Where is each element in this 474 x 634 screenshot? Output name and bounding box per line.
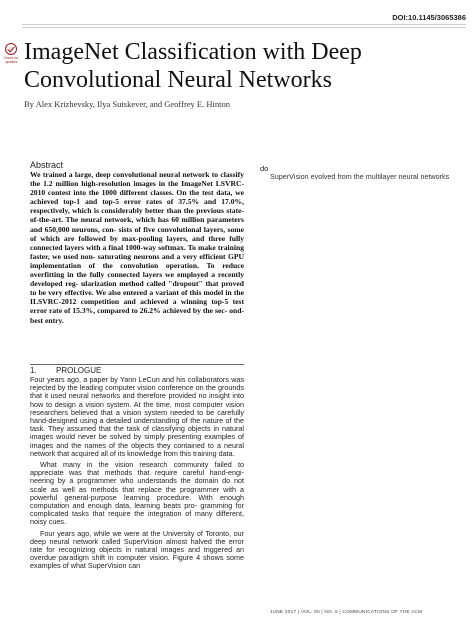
section-divider [30,364,244,365]
section-heading [30,366,101,375]
header-rule [22,24,466,25]
check-for-updates-badge[interactable] [2,43,20,69]
article-authors: By Alex Krizhevsky, Ilya Sutskever, and Geoffrey E. Hinton [24,99,230,109]
check-for-updates-label: Check for updates [3,56,19,64]
right-column-tag: do [260,164,269,173]
right-column-text: SuperVision evolved from the multilayer neural networks [270,172,450,181]
abstract-heading: Abstract [30,160,64,170]
page-footer: JUNE 2017 | VOL. 60 | NO. 6 | COMMUNICATIONS OF THE ACM [270,610,423,615]
body-paragraph: What many in the vision research community failed to appreciate was that methods that require careful hand-engi- neering by a programmer who understands the domain do not scale as well as methods that replace the programmer with a powerful general-purpose learning procedure. With enough computation and enough data, learning beats pro- gramming for complicated tasks that require the integration of many different, noisy cues. [30,460,244,527]
section-number: 1. [30,366,37,375]
body-paragraph: Four years ago, while we were at the University of Toronto, our deep neural network called SuperVision almost halved the error rate for recognizing objects in natural images and triggered an overdue paradigm shift in computer vision. Figure 4 shows some examples of what SuperVision can [30,528,244,571]
check-for-updates-icon [5,43,17,55]
body-column [30,376,244,574]
abstract-text: We trained a large, deep convolutional neural network to classify the 1.2 million high-resolution images in the ImageNet LSVRC-2010 contest into the 1000 different classes. On the test data, we achieved top-1 and top-5 error rates of 37.5% and 17.0%, respectively, which is considerably better than the previous state-of-the-art. The neural network, which has 60 million parameters and 650,000 neurons, con- sists of five convolutional layers, some of which are followed by max-pooling layers, and three fully connected layers with a final 1000-way softmax. To make training faster, we used non- saturating neurons and a very efficient GPU implementation of the convolution operation. To reduce overfitting in the fully connected layers we employed a recently developed reg- ularization method called "dropout" that proved to be very effective. We also entered a variant of this model in the ILSVRC-2012 competition and achieved a winning top-5 test error rate of 15.3%, compared to 26.2% achieved by the sec- ond-best entry. [30,170,244,325]
doi-label: DOI:10.1145/3065386 [392,13,466,22]
section-title: PROLOGUE [56,366,102,375]
article-title: ImageNet Classification with Deep Convolutional Neural Networks [24,39,362,93]
header-rule-secondary [22,27,466,28]
body-paragraph: Four years ago, a paper by Yann LeCun and his collaborators was rejected by the leading computer vision conference on the grounds that it used neural networks and therefore provided no insight into how to design a vision system. At the time, most computer vision researchers believed that a vision system needed to be carefully hand-designed using a detailed understanding of the nature of the task. They assumed that the task of classifying objects in natural images would never be solved by simply presenting examples of images and the names of the objects they contained to a neural network that acquired all of its knowledge from this training data. [30,375,244,458]
